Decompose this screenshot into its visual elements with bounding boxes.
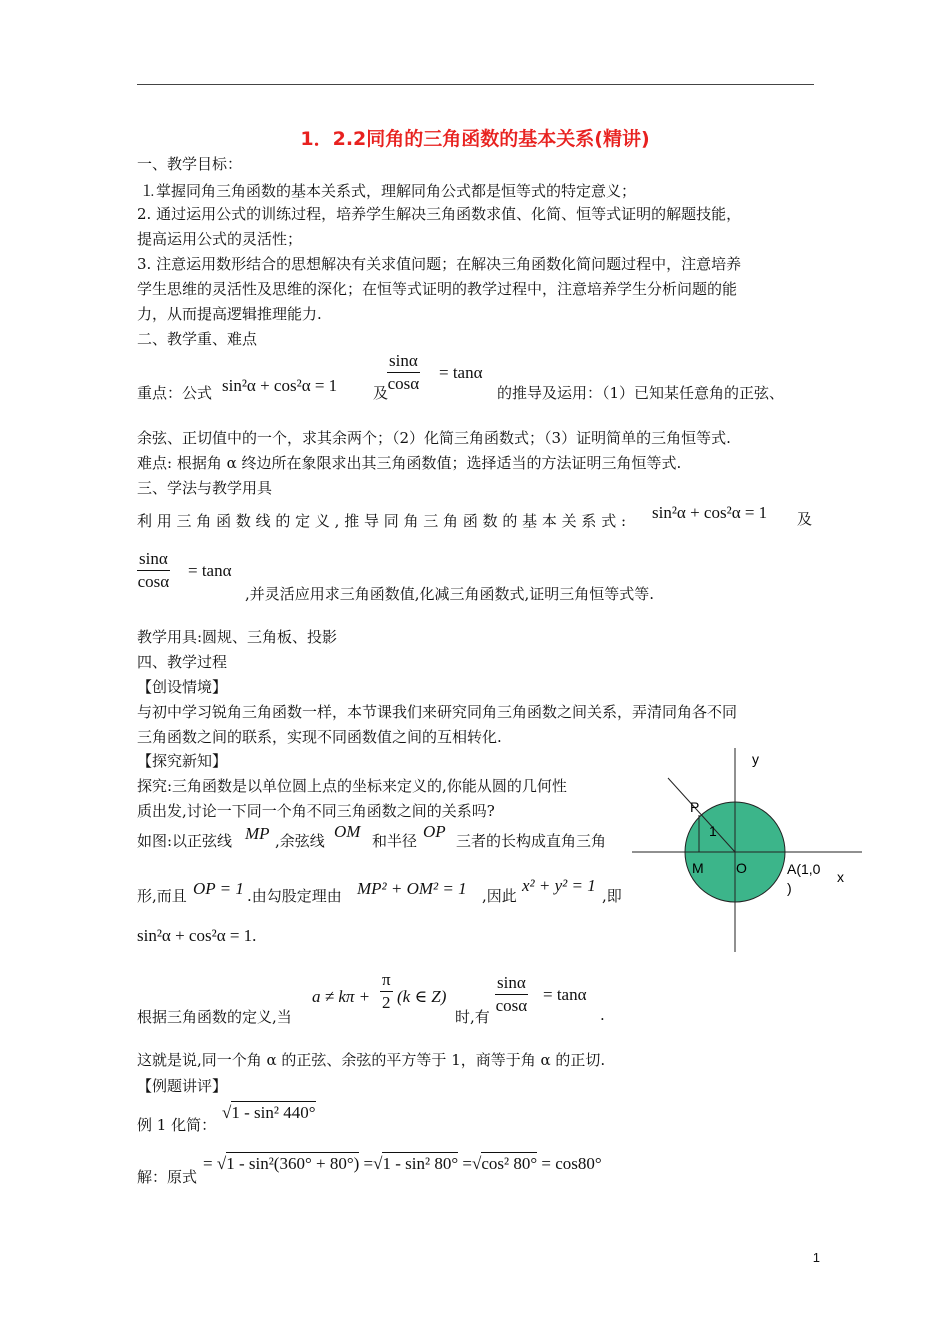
figure-text-8: ,即 [602,887,622,905]
method-fraction [137,549,170,592]
definition-numerator: sinα [495,973,528,995]
unit-circle-figure [632,740,862,955]
solution-result: = cos80° [541,1154,602,1173]
explore-b: 质出发,讨论一下同一个角不同三角函数之间的关系吗? [137,802,495,820]
example-1-expression [222,1103,316,1123]
method-fraction-denominator: cosα [137,572,170,591]
explore-heading: 【探究新知】 [137,752,228,770]
explore-a: 探究:三角函数是以单位圆上点的坐标来定义的,你能从圆的几何性 [137,777,567,795]
sqrt-sign: √ [373,1154,383,1173]
fraction-numerator: sinα [387,351,420,373]
example-1: 例 1 化简： [137,1116,217,1134]
page-title: 1．2.2同角的三角函数的基本关系(精讲) [300,128,650,150]
method-fraction-numerator: sinα [137,549,170,571]
solution-label: 解：原式 [137,1168,198,1186]
sqrt-sign: √ [471,1154,482,1173]
figure-text-4: 三者的长构成直角三角 [456,832,607,850]
condition-suffix: (k ∈ Z) [397,987,447,1006]
section-4-heading: 四、教学过程 [137,653,228,671]
solution-eq-2: = [363,1154,374,1173]
tools: 教学用具:圆规、三角板、投影 [137,628,338,646]
scene-heading: 【创设情境】 [137,678,228,696]
label-A-line1: A(1,0 [787,861,821,877]
section-3-heading: 三、学法与教学用具 [137,479,273,497]
label-y: y [752,751,759,767]
goal-2b: 提高运用公式的灵活性； [137,230,303,248]
label-P: P [690,799,700,815]
scene-b: 三角函数之间的联系，实现不同函数值之间的互相转化. [137,728,502,746]
method-formula-pythagorean: sin²α + cos²α = 1 [652,503,768,522]
page-number: 1 [812,1250,820,1265]
figure-text-3: 和半径 [372,832,418,850]
section-1-heading: 一、教学目标： [137,155,243,173]
figure-text-1: 如图:以正弦线 [137,832,233,850]
definition-denominator: cosα [495,996,528,1015]
definition-prefix: 根据三角函数的定义,当 [137,1008,292,1026]
math-xy: x² + y² = 1 [522,876,596,895]
definition-end: . [600,1006,605,1024]
figure-text-6: .由勾股定理由 [247,887,342,905]
label-A-line2: ) [787,880,792,896]
key-suffix: 的推导及运用：（1）已知某任意角的正弦、 [497,384,785,402]
solution-radicand-1: 1 - sin²(360° + 80°) [226,1154,360,1173]
label-O: O [736,860,747,876]
math-MP-OM: MP² + OM² = 1 [357,879,467,898]
formula-pythagorean: sin²α + cos²α = 1 [222,376,338,395]
sqrt-sign: √ [222,1103,232,1122]
math-MP: MP [245,824,270,843]
key-and: 及 [373,384,389,402]
goal-2a: 2. 通过运用公式的训练过程，培养学生解决三角函数求值、化简、恒等式证明的解题技能， [137,205,742,223]
label-M: M [692,860,704,876]
figure-text-2: ,余弦线 [275,832,325,850]
definition-fraction [495,973,528,1016]
solution-radicand-2: 1 - sin² 80° [382,1154,459,1173]
method-line-1: 利 用 三 角 函 数 线 的 定 义 , 推 导 同 角 三 角 函 数 的 基 本 关 系 式 : [137,512,627,530]
condition-denominator: 2 [382,993,391,1012]
difficulty: 难点: 根据角 α 终边所在象限求出其三角函数值；选择适当的方法证明三角恒等式. [137,454,682,472]
math-OP: OP [423,822,446,841]
example-heading: 【例题讲评】 [137,1077,228,1095]
condition-fraction [380,970,393,1013]
math-OM: OM [334,822,361,841]
fraction-denominator: cosα [387,374,420,393]
method-line-2: ,并灵活应用求三角函数值,化减三角函数式,证明三角恒等式等. [245,585,655,603]
method-and: 及 [797,510,813,528]
solution-radicand-3: cos² 80° [481,1154,538,1173]
condition-prefix: a ≠ kπ + [312,987,371,1006]
label-x: x [837,869,844,885]
solution-expression [203,1154,602,1174]
scene-a: 与初中学习锐角三角函数一样，本节课我们来研究同角三角函数之间关系，弄清同角各不同 [137,703,738,721]
figure-text-5: 形,而且 [137,887,187,905]
conclusion: 这就是说,同一个角 α 的正弦、余弦的平方等于 1，商等于角 α 的正切. [137,1051,606,1069]
math-OP-equals-1: OP = 1 [193,879,244,898]
key-prefix: 重点：公式 [137,384,213,402]
section-2-heading: 二、教学重、难点 [137,330,258,348]
solution-eq-3: = [462,1154,472,1173]
figure-text-7: ,因此 [482,887,517,905]
key-line-2: 余弦、正切值中的一个，求其余两个；（2）化简三角函数式；（3）证明简单的三角恒等式. [137,429,731,447]
example-1-radicand: 1 - sin² 440° [231,1103,316,1122]
goal-1: ⒈掌握同角三角函数的基本关系式，理解同角公式都是恒等式的特定意义； [141,182,637,200]
goal-3a: 3. 注意运用数形结合的思想解决有关求值问题；在解决三角函数化简问题过程中，注意培养 [137,255,742,273]
label-1: 1 [709,823,717,839]
condition-numerator: π [380,970,393,992]
sqrt-sign: √ [216,1154,227,1173]
goal-3b: 学生思维的灵活性及思维的深化；在恒等式证明的教学过程中，注意培养学生分析问题的能 [137,280,738,298]
definition-rhs: = tanα [543,985,587,1004]
definition-mid: 时,有 [455,1008,490,1026]
fraction-sin-cos [387,351,420,394]
fraction-rhs: = tanα [439,363,483,382]
goal-3c: 力，从而提高逻辑推理能力. [137,305,322,323]
solution-eq-1: = [203,1154,217,1173]
math-sin2-cos2: sin²α + cos²α = 1. [137,926,257,945]
method-fraction-rhs: = tanα [188,561,232,580]
top-rule [137,84,814,85]
